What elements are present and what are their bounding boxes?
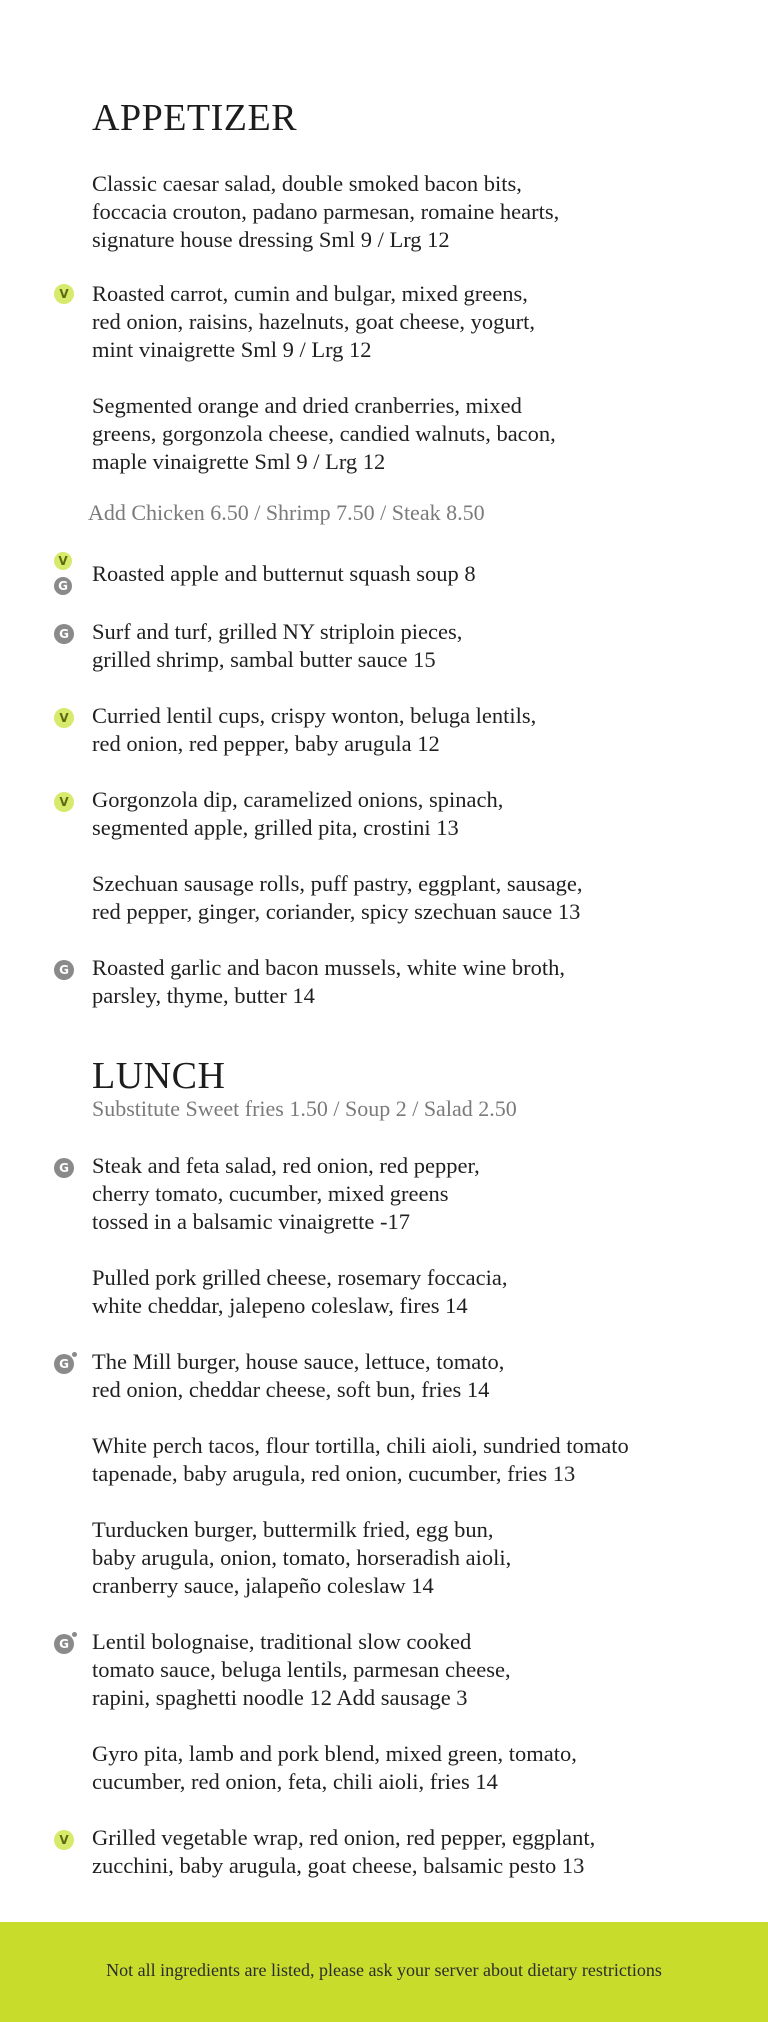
menu-item-caesar-salad: Classic caesar salad, double smoked bacon bits, foccacia crouton, padano parmesan, romaine hearts, signature house dressing Sml 9 / Lrg 12: [92, 171, 560, 252]
lunch-title: LUNCH: [92, 1055, 226, 1097]
menu-item-perch-tacos: White perch tacos, flour tortilla, chili aioli, sundried tomato tapenade, baby arugula, red onion, cucumber, fries 13: [92, 1433, 629, 1486]
gluten-free-icon: G: [54, 1354, 74, 1374]
menu-item-mussels: Roasted garlic and bacon mussels, white wine broth, parsley, thyme, butter 14: [92, 955, 566, 1008]
menu-item-orange-salad: Segmented orange and dried cranberries, mixed greens, gorgonzola cheese, candied walnuts, bacon, maple vinaigrette Sml 9 / Lrg 12: [92, 393, 556, 474]
gluten-free-icon: G: [54, 1634, 74, 1654]
menu-item-squash-soup: Roasted apple and butternut squash soup 8: [92, 561, 476, 586]
menu-item-szechuan-rolls: Szechuan sausage rolls, puff pastry, eggplant, sausage, red pepper, ginger, coriander, spicy szechuan sauce 13: [92, 871, 583, 924]
vegetarian-icon: V: [54, 284, 74, 304]
gluten-free-icon: G: [54, 1158, 74, 1178]
menu-item-lentil-bolognaise: Lentil bolognaise, traditional slow cooked tomato sauce, beluga lentils, parmesan cheese, rapini, spaghetti noodle 12 Add sausage 3: [92, 1629, 511, 1710]
gluten-free-icon: G: [54, 960, 74, 980]
menu-item-gyro-pita: Gyro pita, lamb and pork blend, mixed green, tomato, cucumber, red onion, feta, chili aioli, fries 14: [92, 1741, 577, 1794]
vegetarian-icon: V: [54, 792, 74, 812]
menu-item-turducken-burger: Turducken burger, buttermilk fried, egg bun, baby arugula, onion, tomato, horseradish aioli, cranberry sauce, jalapeño coleslaw 14: [92, 1517, 512, 1598]
menu-item-surf-and-turf: Surf and turf, grilled NY striploin pieces, grilled shrimp, sambal butter sauce 15: [92, 619, 463, 672]
dietary-notice: Not all ingredients are listed, please ask your server about dietary restrictions: [106, 1960, 662, 1980]
vegetarian-icon: V: [54, 552, 72, 570]
appetizer-title: APPETIZER: [92, 97, 298, 139]
menu-item-vegetable-wrap: Grilled vegetable wrap, red onion, red pepper, eggplant, zucchini, baby arugula, goat cheese, balsamic pesto 13: [92, 1825, 596, 1878]
menu-item-steak-feta-salad: Steak and feta salad, red onion, red pepper, cherry tomato, cucumber, mixed greens tossed in a balsamic vinaigrette -17: [92, 1153, 480, 1234]
menu-item-gorgonzola-dip: Gorgonzola dip, caramelized onions, spinach, segmented apple, grilled pita, crostini 13: [92, 787, 504, 840]
dietary-footer: [0, 1922, 768, 2022]
menu-item-pulled-pork: Pulled pork grilled cheese, rosemary foccacia, white cheddar, jalepeno coleslaw, fires 14: [92, 1265, 508, 1318]
vegetarian-icon: V: [54, 1830, 74, 1850]
gluten-free-icon: G: [54, 577, 72, 595]
gluten-free-icon: G: [54, 624, 74, 644]
menu-item-roasted-carrot: Roasted carrot, cumin and bulgar, mixed greens, red onion, raisins, hazelnuts, goat cheese, yogurt, mint vinaigrette Sml 9 / Lrg 12: [92, 281, 536, 362]
vegetarian-icon: V: [54, 708, 74, 728]
menu-item-mill-burger: The Mill burger, house sauce, lettuce, tomato, red onion, cheddar cheese, soft bun, fries 14: [92, 1349, 505, 1402]
add-protein-note: Add Chicken 6.50 / Shrimp 7.50 / Steak 8.50: [88, 500, 485, 525]
substitute-note: Substitute Sweet fries 1.50 / Soup 2 / Salad 2.50: [92, 1096, 517, 1121]
menu-item-lentil-cups: Curried lentil cups, crispy wonton, beluga lentils, red onion, red pepper, baby arugula 12: [92, 703, 537, 756]
